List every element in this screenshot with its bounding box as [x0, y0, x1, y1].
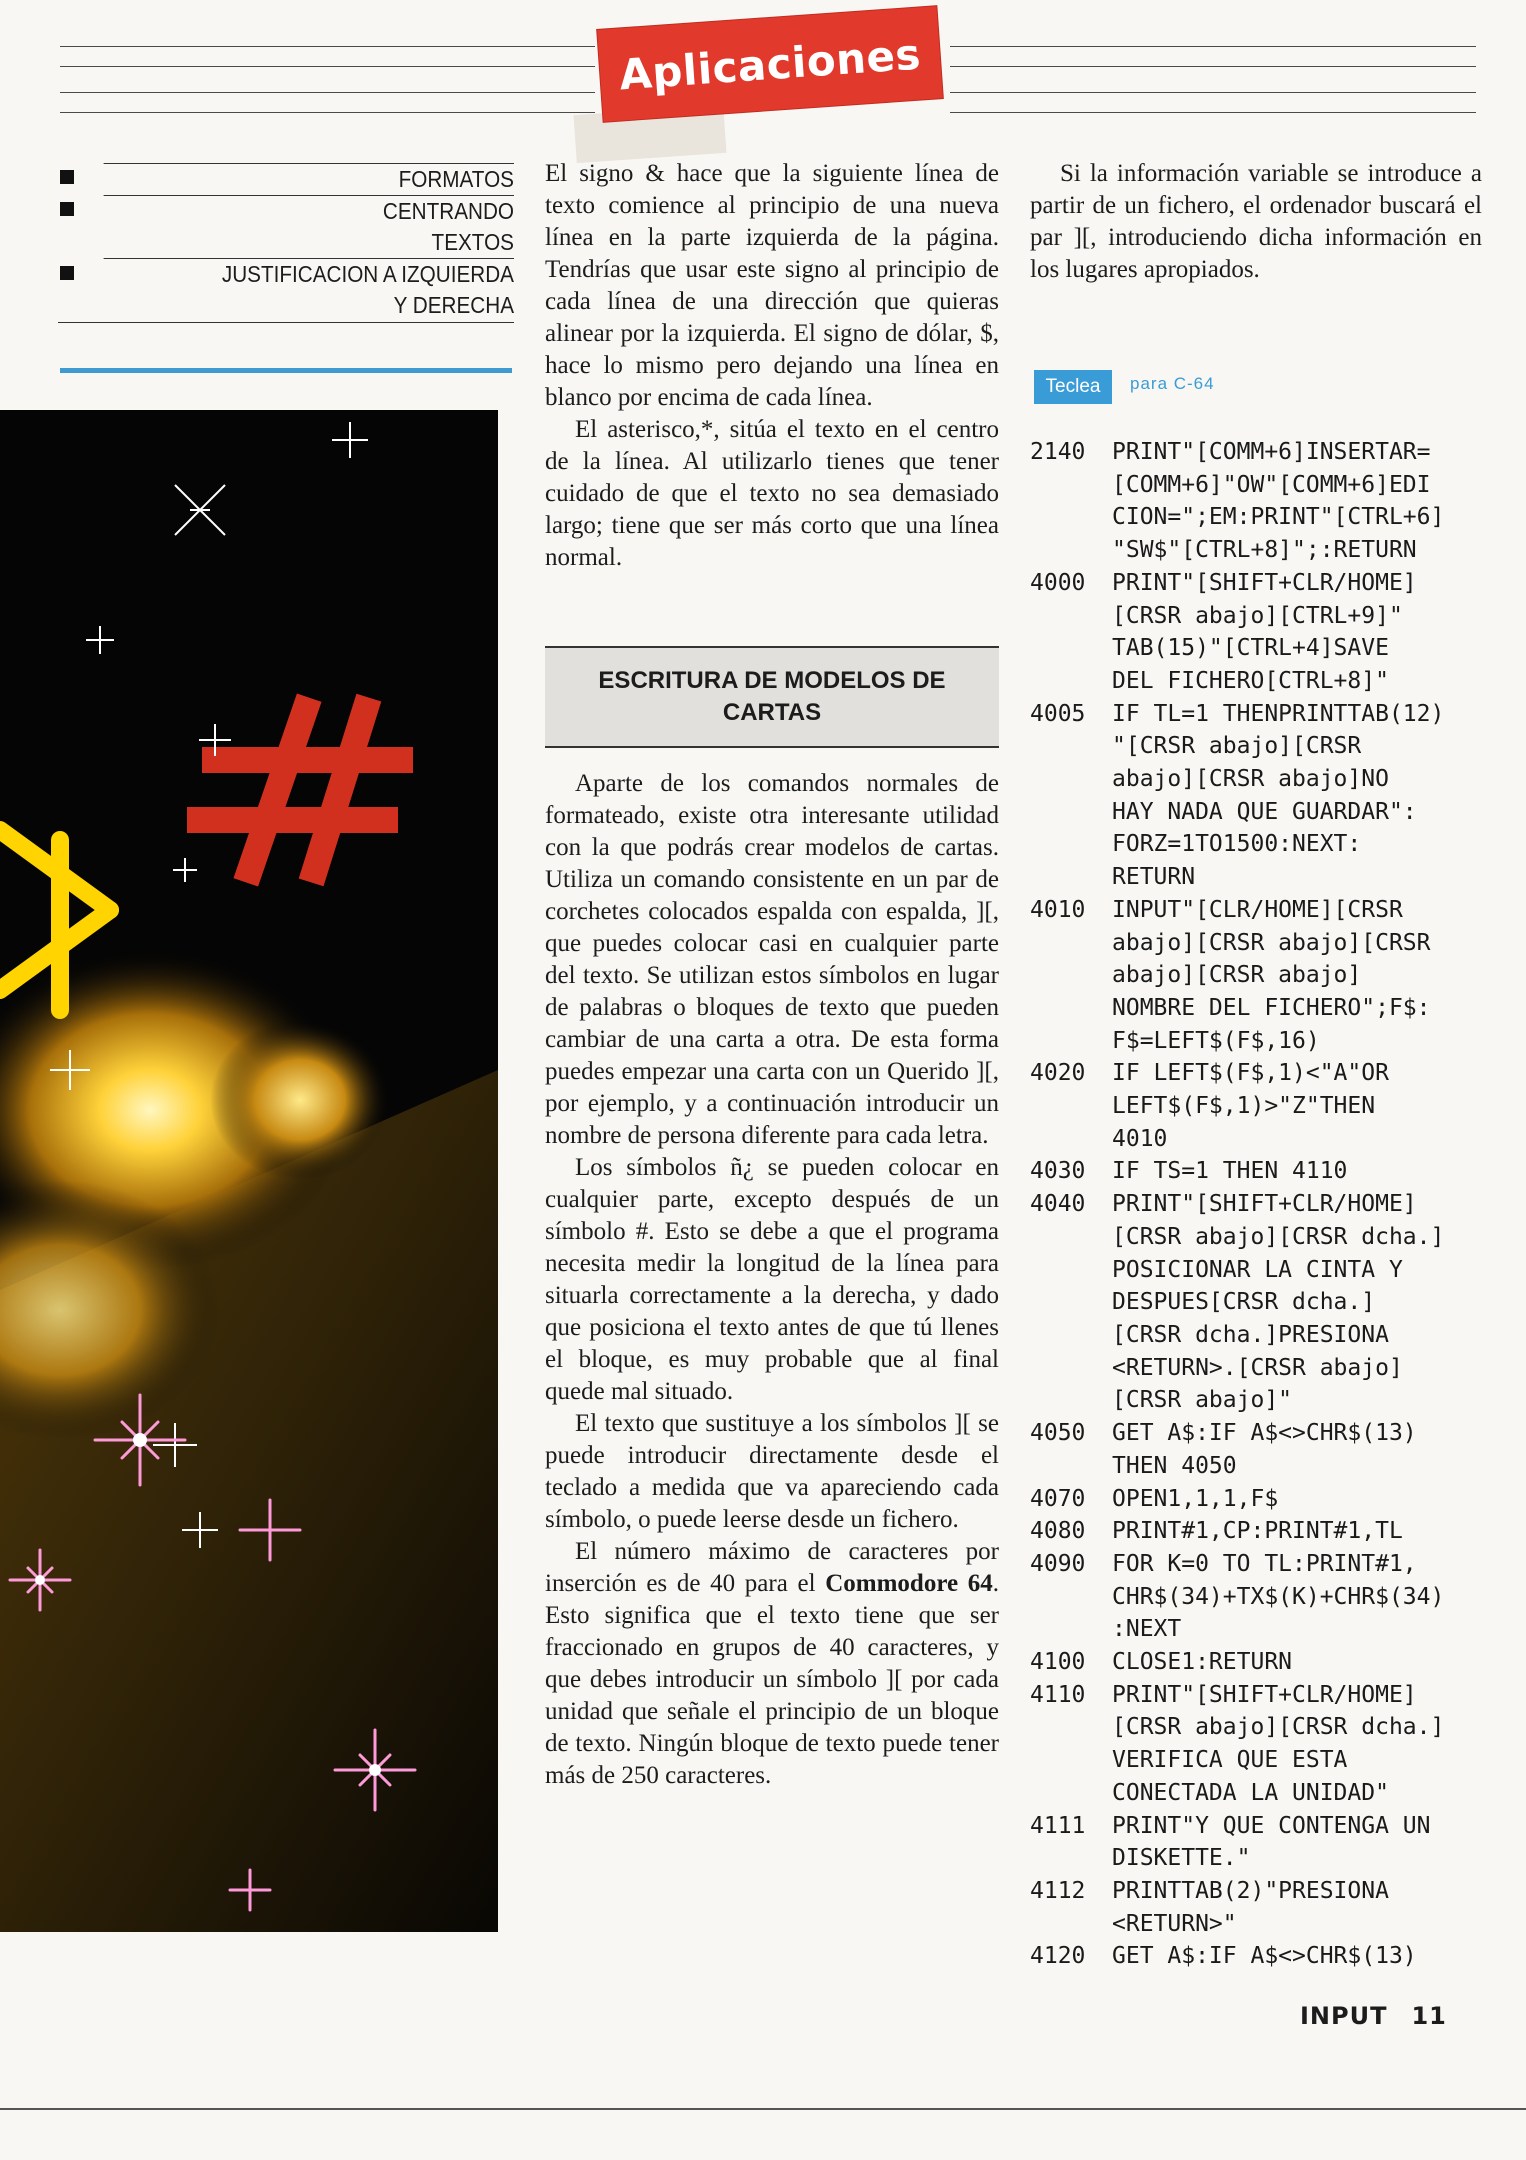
header-rule [950, 112, 1476, 113]
code-text: IF TS=1 THEN 4110 [1112, 1158, 1348, 1185]
line-number: 4040 [1030, 1191, 1086, 1218]
article-column-bottom [545, 768, 999, 1792]
line-number: 4005 [1030, 700, 1086, 727]
body-paragraph: El signo & hace que la siguiente línea de texto comience al principio de una nueva línea en la parte izquierda de la página. Tendrías que usar este signo al principio de cada línea de una dirección que quieras alinear por la izquierda. El signo de dólar, $, hace lo mismo pero dejando una línea en blanco por encima de cada línea. [545, 160, 999, 411]
sparkle-illustration [0, 410, 498, 1932]
code-line [1030, 1483, 1510, 1516]
line-number: 4120 [1030, 1943, 1086, 1970]
topic-item: Y DERECHA [393, 292, 514, 318]
line-number: 4030 [1030, 1158, 1086, 1185]
code-text: GET A$:IF A$<>CHR$(13) THEN 4050 [1112, 1420, 1417, 1479]
body-paragraph: El asterisco,*, sitúa el texto en el centro de la línea. Al utilizarlo tienes que tener cuidado de que el texto no sea demasiado largo; tiene que ser más corto que una línea normal. [545, 416, 999, 571]
code-line [1030, 1679, 1510, 1810]
line-number: 4090 [1030, 1550, 1086, 1577]
text-run: . Esto significa que el texto tiene que ser fraccionado en grupos de 40 caracteres, y que debes introducir un símbolo ][ por cada unidad que señale el principio de un bloque de texto. Ningún bloque de texto puede tener más de 250 caracteres. [545, 1570, 999, 1789]
code-line [1030, 436, 1510, 567]
listing-badge: Teclea [1034, 370, 1112, 404]
code-line [1030, 1810, 1510, 1875]
header-rule [950, 92, 1476, 93]
header-rule [950, 66, 1476, 67]
code-line [1030, 1417, 1510, 1482]
code-line [1030, 1515, 1510, 1548]
code-text: FOR K=0 TO TL:PRINT#1, CHR$(34)+TX$(K)+CHR$(34) :NEXT [1112, 1550, 1445, 1643]
code-line [1030, 698, 1510, 894]
code-line [1030, 1646, 1510, 1679]
code-text: PRINT"[SHIFT+CLR/HOME] [CRSR abajo][CTRL+9]" TAB(15)"[CTRL+4]SAVE DEL FICHERO[CTRL+8]" [1112, 569, 1417, 694]
header-rule [60, 92, 595, 93]
bottom-rule [0, 2108, 1526, 2110]
line-number: 4010 [1030, 896, 1086, 923]
code-line [1030, 1548, 1510, 1646]
code-text: INPUT"[CLR/HOME][CRSR abajo][CRSR abajo][CRSR abajo][CRSR abajo] NOMBRE DEL FICHERO";F$: F$=LEFT$(F$,16) [1112, 896, 1431, 1054]
decorative-photo [0, 410, 498, 1932]
page-number: 11 [1411, 2002, 1447, 2030]
page-footer [1300, 2002, 1447, 2030]
topic-index-rule [58, 322, 514, 323]
article-column-top [545, 158, 999, 574]
code-line [1030, 567, 1510, 698]
code-line [1030, 1875, 1510, 1940]
code-text: PRINT"[SHIFT+CLR/HOME] [CRSR abajo][CRSR dcha.] VERIFICA QUE ESTA CONECTADA LA UNIDAD" [1112, 1681, 1445, 1806]
code-text: OPEN1,1,1,F$ [1112, 1485, 1279, 1512]
code-text: GET A$:IF A$<>CHR$(13) [1112, 1943, 1417, 1970]
intro-column [1030, 158, 1482, 286]
topic-item: CENTRANDO [104, 195, 514, 227]
code-line [1030, 1057, 1510, 1155]
accent-rule [60, 368, 512, 373]
topic-item: JUSTIFICACION A IZQUIERDA [104, 258, 514, 290]
code-text: PRINT"[COMM+6]INSERTAR= [COMM+6]"OW"[COMM+6]EDI CION=";EM:PRINT"[CTRL+6] "SW$"[CTRL+8]";:RETURN [1112, 439, 1445, 564]
header-rule [60, 66, 595, 67]
header-rule [60, 46, 595, 47]
topic-index [58, 163, 514, 321]
code-line [1030, 1940, 1510, 1973]
line-number: 4080 [1030, 1518, 1086, 1545]
bullet-icon [60, 266, 74, 280]
body-paragraph: Aparte de los comandos normales de formateado, existe otra interesante utilidad con la que podrás crear modelos de cartas. Utiliza un comando consistente en un par de corchetes colocados espalda con espalda, ][, que puedes colocar casi en cualquier parte del texto. Se utilizan estos símbolos en lugar de palabras o bloques de texto que pueden cambiar de una carta a otra. De esta forma puedes empezar una carta con un Querido ][, por ejemplo, y a continuación introducir un nombre de persona diferente para cada letra. [545, 770, 999, 1149]
line-number: 4100 [1030, 1649, 1086, 1676]
header-rule [60, 112, 595, 113]
section-title: Aplicaciones [617, 29, 923, 99]
line-number: 4112 [1030, 1877, 1086, 1904]
code-listing [1030, 436, 1510, 1973]
text-run: El número máximo de caracteres por inserción es de 40 para el [545, 1538, 999, 1597]
body-paragraph: Si la información variable se introduce a partir de un fichero, el ordenador buscará el par ][, introduciendo dicha información en los lugares apropiados. [1030, 160, 1482, 283]
line-number: 4050 [1030, 1420, 1086, 1447]
line-number: 4070 [1030, 1485, 1086, 1512]
code-text: PRINTTAB(2)"PRESIONA <RETURN>" [1112, 1877, 1389, 1937]
header-rule [950, 46, 1476, 47]
section-banner [597, 6, 943, 121]
section-heading [545, 646, 999, 748]
code-text: PRINT"Y QUE CONTENGA UN DISKETTE." [1112, 1812, 1431, 1872]
code-line [1030, 894, 1510, 1058]
bullet-icon [60, 202, 74, 216]
code-line [1030, 1155, 1510, 1188]
code-text: IF LEFT$(F$,1)<"A"OR LEFT$(F$,1)>"Z"THEN 4010 [1112, 1060, 1389, 1152]
body-paragraph [545, 1536, 999, 1792]
topic-item: FORMATOS [104, 163, 514, 195]
code-text: IF TL=1 THENPRINTTAB(12) "[CRSR abajo][CRSR abajo][CRSR abajo]NO HAY NADA QUE GUARDAR": FORZ=1TO1500:NEXT: RETURN [1112, 700, 1445, 891]
listing-platform: para C-64 [1130, 374, 1215, 393]
body-paragraph: Los símbolos ñ¿ se pueden colocar en cualquier parte, excepto después de un símbolo #. Esto se debe a que el programa necesita medir la longitud de la línea para situarla correctamente a la derecha, y dado que posiciona el texto antes de que tú llenes el bloque, es muy probable que al final quede mal situado. [545, 1154, 999, 1405]
body-paragraph: El texto que sustituye a los símbolos ][ se puede introducir directamente desde el teclado a medida que va apareciendo cada símbolo, o puede leerse desde un fichero. [545, 1410, 999, 1533]
code-text: PRINT"[SHIFT+CLR/HOME] [CRSR abajo][CRSR dcha.] POSICIONAR LA CINTA Y DESPUES[CRSR dcha.] [CRSR dcha.]PRESIONA <RETURN>.[CRSR abajo] [CRSR abajo]" [1112, 1191, 1445, 1414]
code-text: CLOSE1:RETURN [1112, 1649, 1293, 1676]
section-heading-line: CARTAS [722, 699, 822, 726]
topic-item: TEXTOS [431, 229, 514, 255]
line-number: 2140 [1030, 439, 1086, 465]
line-number: 4110 [1030, 1681, 1086, 1708]
line-number: 4020 [1030, 1060, 1086, 1087]
code-line [1030, 1188, 1510, 1417]
line-number: 4000 [1030, 569, 1086, 596]
code-text: PRINT#1,CP:PRINT#1,TL [1112, 1518, 1403, 1545]
section-heading-line: ESCRITURA DE MODELOS DE [598, 667, 946, 694]
line-number: 4111 [1030, 1812, 1086, 1839]
bold-text: Commodore 64 [825, 1570, 993, 1597]
magazine-name: INPUT [1300, 2002, 1388, 2030]
bullet-icon [60, 170, 74, 184]
